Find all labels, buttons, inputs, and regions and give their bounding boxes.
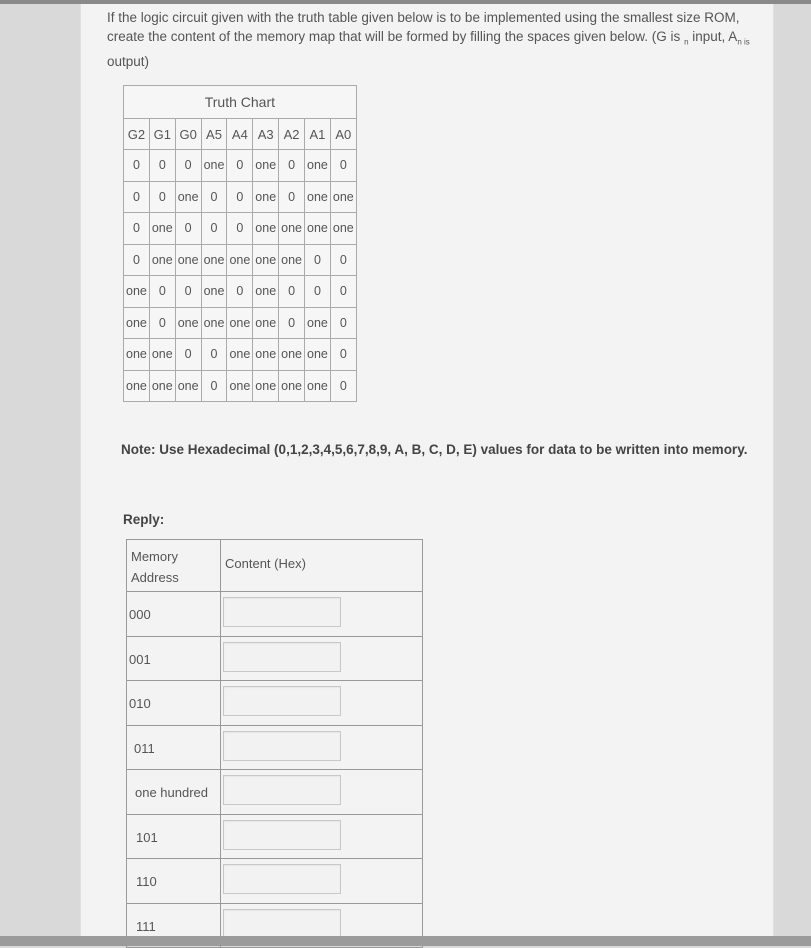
memory-address-cell: 011: [127, 725, 221, 770]
memory-address-cell: 001: [127, 636, 221, 681]
truth-table-row: [124, 276, 357, 308]
truth-table-cell: 0: [175, 150, 201, 182]
truth-table-cell: 0: [330, 150, 356, 182]
memory-address-cell: 110: [127, 859, 221, 904]
memory-address-cell: one hundred: [127, 770, 221, 815]
truth-table-cell: one: [253, 213, 279, 245]
truth-table-cell: one: [330, 181, 356, 213]
truth-table-cell: one: [253, 370, 279, 402]
truth-table-cell: one: [305, 150, 331, 182]
truth-table-cell: one: [253, 150, 279, 182]
truth-table-cell: one: [305, 370, 331, 402]
memory-map-body: [127, 592, 423, 948]
truth-table-cell: 0: [279, 276, 305, 308]
truth-table-cell: one: [124, 307, 150, 339]
truth-table-body: [124, 150, 357, 402]
truth-header-cell: G0: [175, 119, 201, 150]
truth-table-cell: one: [305, 181, 331, 213]
truth-table-cell: 0: [149, 150, 175, 182]
truth-table-cell: one: [305, 213, 331, 245]
truth-table-cell: 0: [330, 339, 356, 371]
truth-table-cell: 0: [330, 244, 356, 276]
truth-table-cell: 0: [330, 370, 356, 402]
truth-table: [123, 85, 357, 402]
hex-note: Note: Use Hexadecimal (0,1,2,3,4,5,6,7,8,9, A, B, C, D, E) values for data to be written into memory.: [121, 442, 748, 457]
truth-table-cell: one: [201, 307, 227, 339]
truth-table-cell: 0: [124, 181, 150, 213]
memory-address-cell: 101: [127, 814, 221, 859]
truth-table-cell: 0: [227, 181, 253, 213]
truth-table-cell: one: [279, 213, 305, 245]
truth-table-row: [124, 181, 357, 213]
truth-table-cell: 0: [279, 150, 305, 182]
truth-table-cell: one: [253, 307, 279, 339]
truth-table-cell: one: [305, 307, 331, 339]
truth-table-row: [124, 244, 357, 276]
truth-table-cell: one: [124, 339, 150, 371]
truth-table-cell: one: [201, 276, 227, 308]
truth-header-cell: G2: [124, 119, 150, 150]
truth-table-cell: one: [227, 370, 253, 402]
question-page: [80, 4, 774, 946]
truth-table-cell: 0: [227, 150, 253, 182]
truth-table-cell: one: [149, 339, 175, 371]
content-hex-header: Content (Hex): [221, 540, 423, 592]
hex-answer-input[interactable]: [223, 909, 341, 939]
memory-map-row: [127, 770, 423, 815]
hex-answer-input[interactable]: [223, 775, 341, 805]
truth-table-cell: one: [149, 370, 175, 402]
memory-map-row: [127, 592, 423, 637]
truth-table-cell: one: [253, 339, 279, 371]
truth-table-cell: 0: [305, 276, 331, 308]
truth-table-cell: 0: [175, 339, 201, 371]
truth-table-cell: one: [175, 307, 201, 339]
truth-table-cell: 0: [149, 181, 175, 213]
truth-header-cell: A2: [279, 119, 305, 150]
truth-table-cell: one: [149, 244, 175, 276]
truth-table-cell: 0: [124, 244, 150, 276]
content-cell: [221, 725, 423, 770]
truth-table-cell: 0: [201, 370, 227, 402]
truth-table-row: [124, 150, 357, 182]
truth-table-cell: one: [175, 181, 201, 213]
hex-answer-input[interactable]: [223, 642, 341, 672]
memory-map-row: [127, 681, 423, 726]
truth-table-cell: 0: [149, 276, 175, 308]
truth-table-cell: 0: [279, 307, 305, 339]
truth-table-row: [124, 307, 357, 339]
truth-table-cell: one: [149, 213, 175, 245]
truth-table-cell: 0: [227, 276, 253, 308]
truth-table-cell: one: [124, 370, 150, 402]
content-cell: [221, 814, 423, 859]
truth-header-cell: A1: [305, 119, 331, 150]
truth-table-row: [124, 339, 357, 371]
truth-table-cell: 0: [305, 244, 331, 276]
content-cell: [221, 859, 423, 904]
truth-table-cell: 0: [330, 276, 356, 308]
bottom-edge: [0, 936, 811, 946]
truth-table-row: [124, 370, 357, 402]
hex-answer-input[interactable]: [223, 597, 341, 627]
truth-table-cell: one: [175, 370, 201, 402]
truth-table-cell: one: [279, 370, 305, 402]
truth-table-cell: 0: [279, 181, 305, 213]
memory-map-row: [127, 814, 423, 859]
truth-table-cell: one: [201, 150, 227, 182]
memory-map-table: [126, 539, 423, 948]
truth-table-cell: one: [175, 244, 201, 276]
memory-map-row: [127, 636, 423, 681]
truth-table-cell: 0: [201, 213, 227, 245]
truth-table-cell: one: [305, 339, 331, 371]
truth-table-cell: one: [330, 213, 356, 245]
content-cell: [221, 770, 423, 815]
truth-header-cell: A4: [227, 119, 253, 150]
truth-table-cell: one: [279, 339, 305, 371]
truth-table-cell: 0: [175, 213, 201, 245]
hex-answer-input[interactable]: [223, 686, 341, 716]
memory-address-cell: 111: [127, 903, 221, 948]
truth-header-cell: A3: [253, 119, 279, 150]
truth-header-cell: G1: [149, 119, 175, 150]
memory-map-row: [127, 859, 423, 904]
memory-address-cell: 000: [127, 592, 221, 637]
truth-table-cell: one: [253, 181, 279, 213]
memory-map-header-row: [127, 540, 423, 592]
hex-answer-input[interactable]: [223, 820, 341, 850]
memory-address-cell: 010: [127, 681, 221, 726]
content-cell: [221, 636, 423, 681]
content-cell: [221, 592, 423, 637]
truth-table-cell: one: [227, 244, 253, 276]
truth-table-cell: one: [227, 307, 253, 339]
truth-table-row: [124, 213, 357, 245]
truth-table-cell: one: [279, 244, 305, 276]
truth-table-cell: 0: [201, 339, 227, 371]
truth-table-cell: one: [201, 244, 227, 276]
memory-map-row: [127, 725, 423, 770]
content-cell: [221, 681, 423, 726]
truth-table-cell: one: [253, 276, 279, 308]
truth-table-cell: 0: [124, 213, 150, 245]
hex-answer-input[interactable]: [223, 731, 341, 761]
question-text: If the logic circuit given with the truth table given below is to be implemented using the smallest size ROM, create the content of the memory map that will be formed by filling the spaces given below. (G is $_n$ input, $A_{n is}$ output): [107, 10, 750, 69]
truth-table-cell: 0: [175, 276, 201, 308]
truth-table-cell: one: [253, 244, 279, 276]
truth-table-header-row: [124, 119, 357, 150]
truth-table-cell: 0: [124, 150, 150, 182]
memory-address-header: Memory Address: [127, 540, 221, 592]
truth-header-cell: A0: [330, 119, 356, 150]
reply-label: Reply:: [123, 512, 165, 527]
truth-table-cell: 0: [330, 307, 356, 339]
truth-table-cell: one: [124, 276, 150, 308]
truth-header-cell: A5: [201, 119, 227, 150]
truth-table-cell: one: [227, 339, 253, 371]
truth-table-cell: 0: [227, 213, 253, 245]
truth-table-cell: 0: [201, 181, 227, 213]
truth-table-cell: 0: [149, 307, 175, 339]
hex-answer-input[interactable]: [223, 864, 341, 894]
truth-table-title: Truth Chart: [124, 86, 357, 119]
